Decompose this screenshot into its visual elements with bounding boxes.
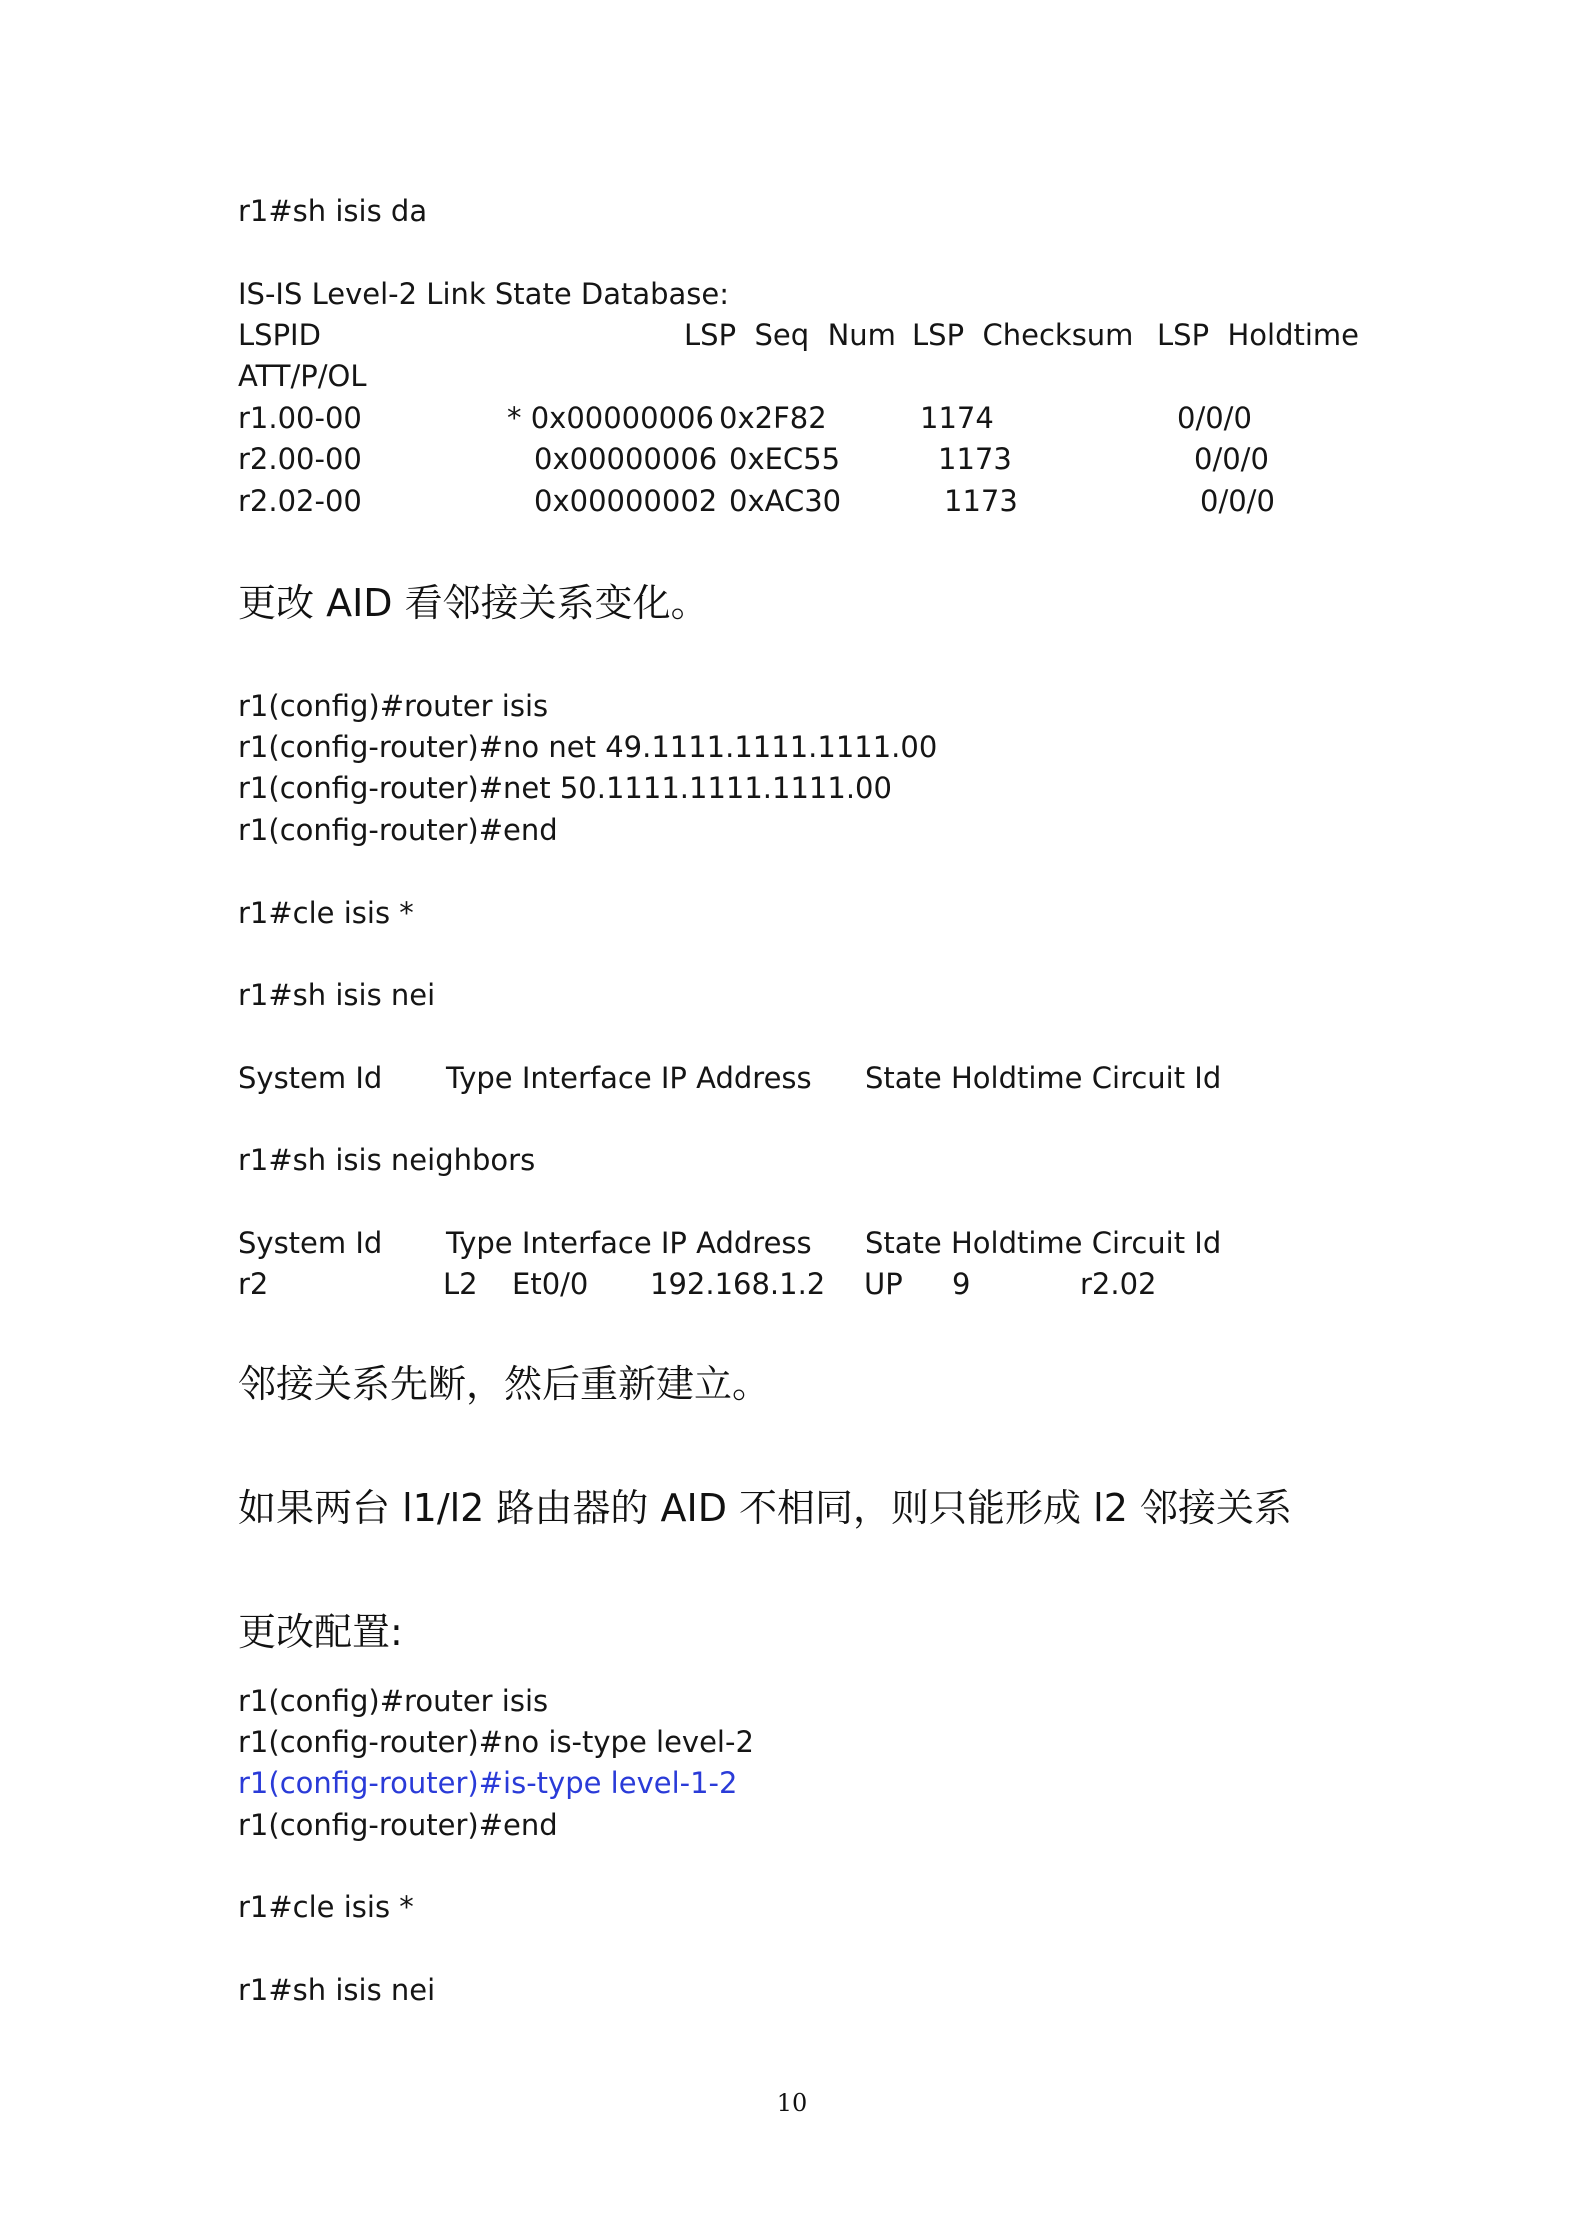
command-clear-isis: r1#cle isis * — [238, 896, 414, 930]
nei-header-system-id: System Id — [238, 1226, 383, 1260]
db-header-holdtime: LSP Holdtime — [1157, 318, 1360, 352]
db-row-holdtime: 1173 — [944, 484, 1018, 518]
nei-row-circuit: r2.02 — [1080, 1267, 1157, 1301]
db-row-holdtime: 1173 — [938, 442, 1012, 476]
command-show-isis-nei: r1#sh isis nei — [238, 978, 436, 1012]
db-row-seq: * 0x00000006 — [507, 401, 714, 435]
command-clear-isis: r1#cle isis * — [238, 1890, 414, 1924]
command-show-isis-nei: r1#sh isis nei — [238, 1973, 436, 2007]
config-line: r1(config-router)#no net 49.1111.1111.1111.00 — [238, 730, 938, 764]
database-title: IS-IS Level-2 Link State Database: — [238, 277, 730, 311]
nei-row-system-id: r2 — [238, 1267, 269, 1301]
section-heading-change-aid: 更改 AID 看邻接关系变化。 — [238, 581, 709, 625]
config-line: r1(config)#router isis — [238, 689, 549, 723]
db-row-lspid: r2.00-00 — [238, 442, 362, 476]
nei-header-system-id: System Id — [238, 1061, 383, 1095]
nei-header-type-interface-ip: Type Interface IP Address — [446, 1226, 812, 1260]
db-row-att: 0/0/0 — [1177, 401, 1252, 435]
db-header-checksum: LSP Checksum — [912, 318, 1134, 352]
db-header-att: ATT/P/OL — [238, 359, 367, 393]
nei-header-type-interface-ip: Type Interface IP Address — [446, 1061, 812, 1095]
nei-row-type: L2 — [443, 1267, 478, 1301]
config-line-highlighted: r1(config-router)#is-type level-1-2 — [238, 1766, 738, 1800]
db-row-att: 0/0/0 — [1200, 484, 1275, 518]
db-row-checksum: 0xEC55 — [729, 442, 841, 476]
nei-row-interface: Et0/0 — [512, 1267, 589, 1301]
command-show-isis-neighbors: r1#sh isis neighbors — [238, 1143, 536, 1177]
config-line: r1(config)#router isis — [238, 1684, 549, 1718]
db-row-att: 0/0/0 — [1194, 442, 1269, 476]
command-show-isis-database: r1#sh isis da — [238, 194, 428, 228]
config-line: r1(config-router)#end — [238, 1808, 558, 1842]
nei-header-state-holdtime-circuit: State Holdtime Circuit Id — [865, 1226, 1222, 1260]
nei-row-ip: 192.168.1.2 — [650, 1267, 826, 1301]
db-row-lspid: r1.00-00 — [238, 401, 362, 435]
db-row-seq: 0x00000006 — [534, 442, 718, 476]
section-heading-change-config: 更改配置: — [238, 1610, 403, 1654]
nei-row-holdtime: 9 — [952, 1267, 971, 1301]
config-line: r1(config-router)#end — [238, 813, 558, 847]
db-row-checksum: 0x2F82 — [719, 401, 827, 435]
section-heading-adjacency-rebuild: 邻接关系先断，然后重新建立。 — [238, 1362, 771, 1406]
nei-row-state: UP — [864, 1267, 903, 1301]
config-line: r1(config-router)#no is-type level-2 — [238, 1725, 754, 1759]
db-header-lspid: LSPID — [238, 318, 321, 352]
db-header-seq-num: LSP Seq Num — [684, 318, 896, 352]
nei-header-state-holdtime-circuit: State Holdtime Circuit Id — [865, 1061, 1222, 1095]
config-line: r1(config-router)#net 50.1111.1111.1111.00 — [238, 771, 892, 805]
db-row-seq: 0x00000002 — [534, 484, 718, 518]
db-row-lspid: r2.02-00 — [238, 484, 362, 518]
section-heading-aid-mismatch: 如果两台 l1/l2 路由器的 AID 不相同，则只能形成 l2 邻接关系 — [238, 1486, 1292, 1530]
page-number: 10 — [776, 2089, 808, 2117]
db-row-holdtime: 1174 — [920, 401, 994, 435]
db-row-checksum: 0xAC30 — [729, 484, 842, 518]
